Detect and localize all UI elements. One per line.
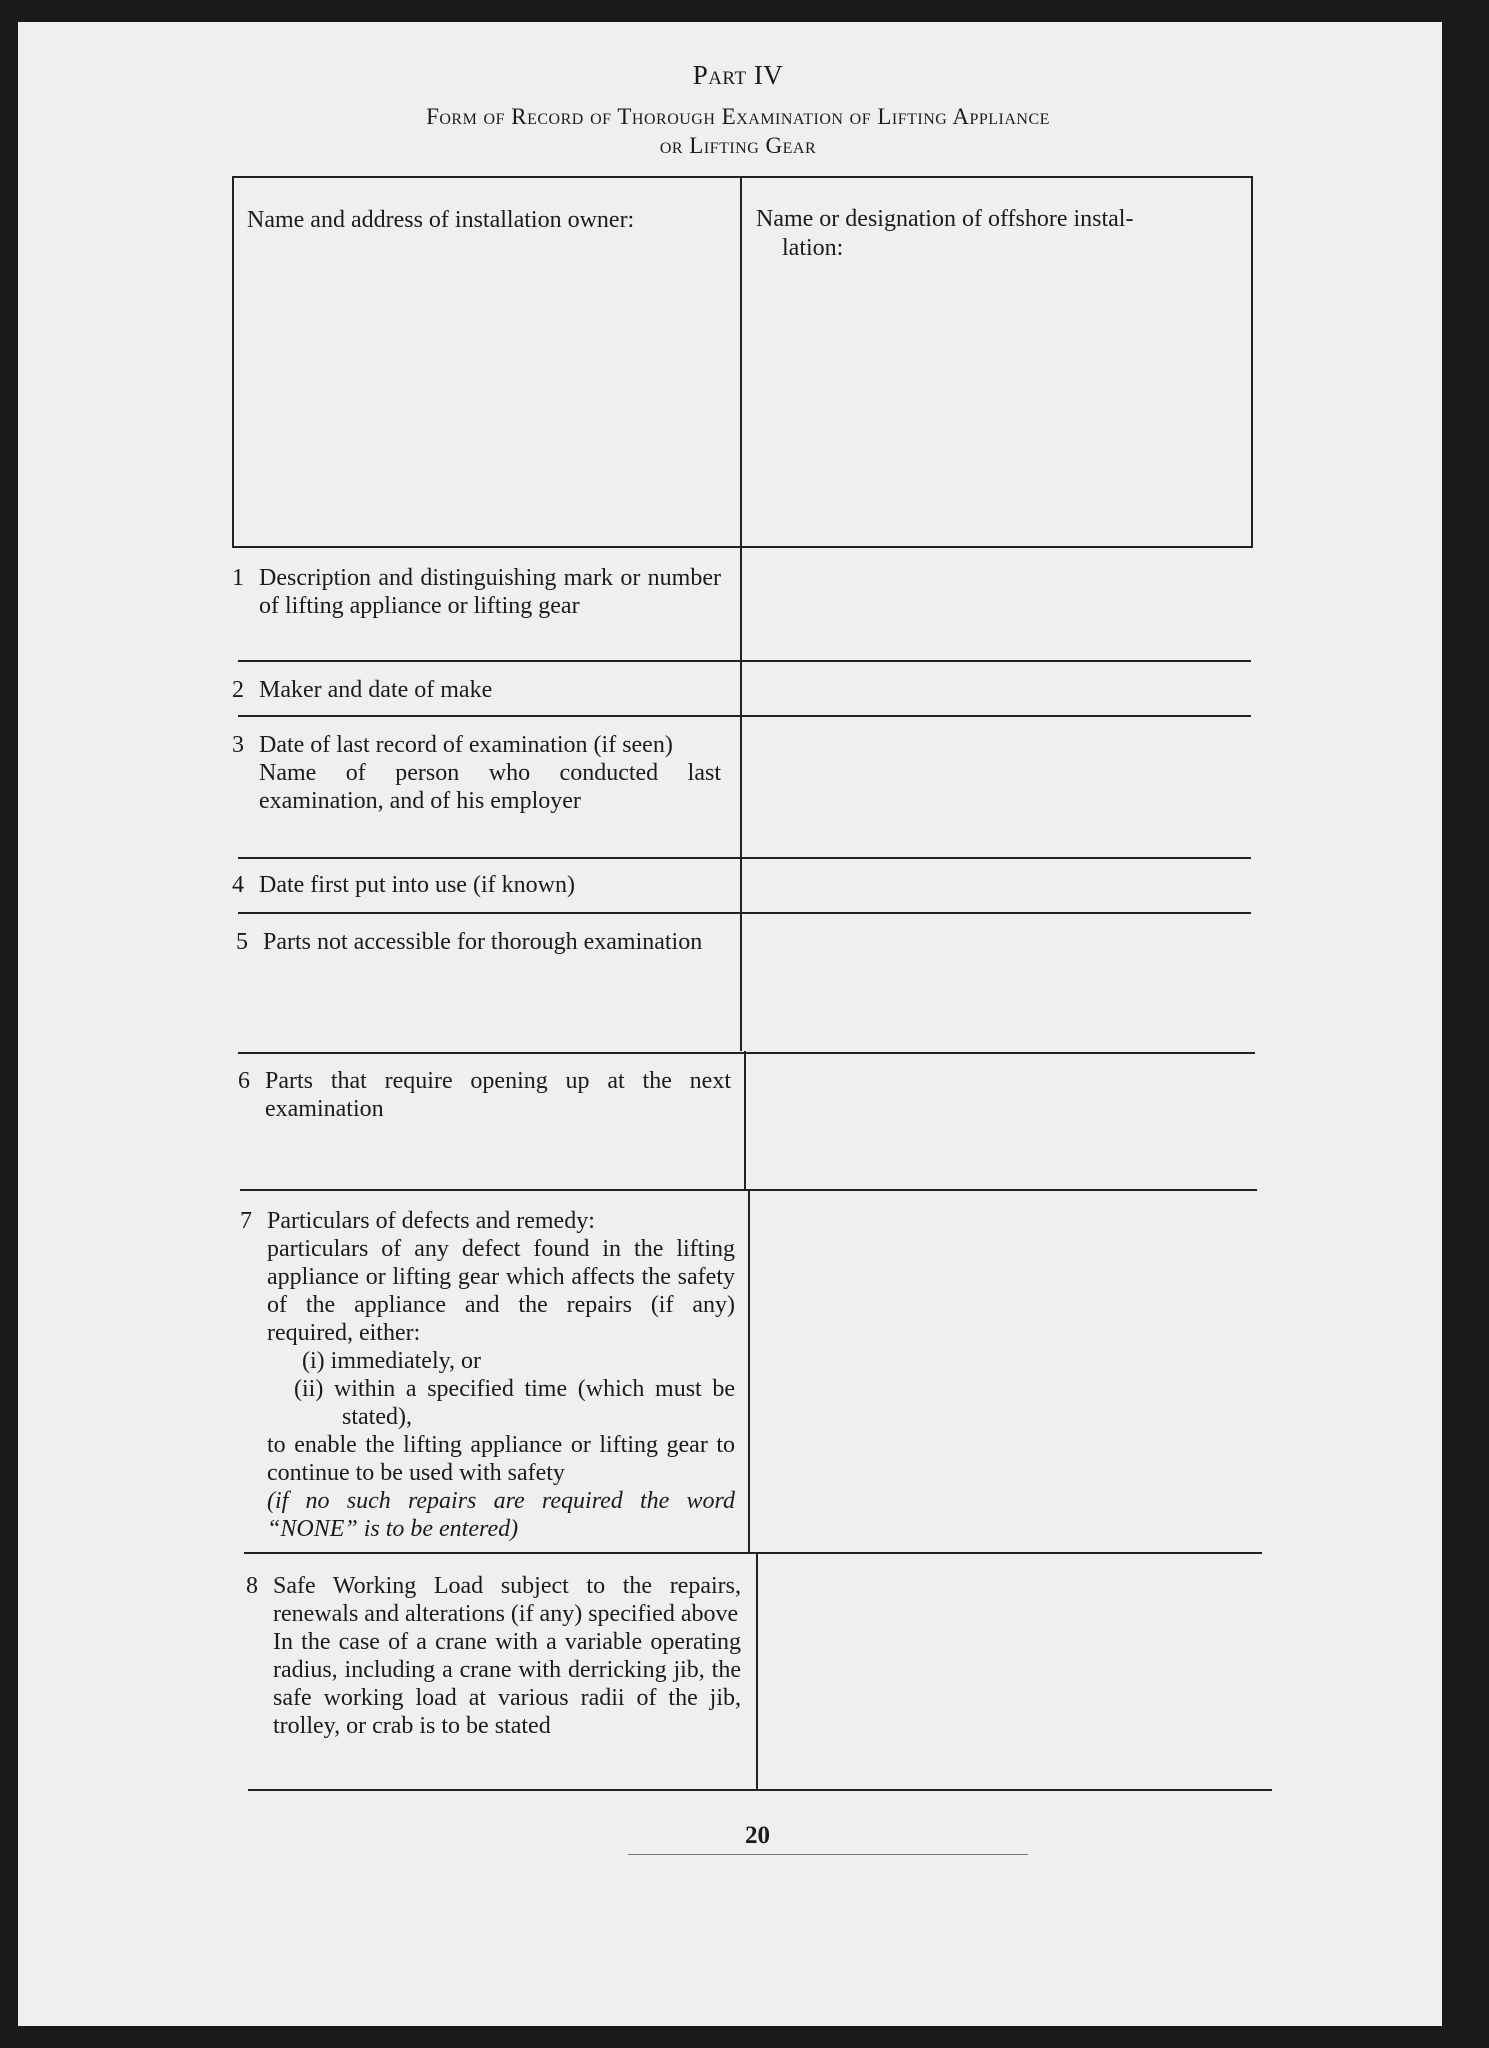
item-label — [273, 1572, 741, 1740]
item-line: Safe Working Load subject to the repairs, renewals and alterations (if any) specified above — [273, 1573, 741, 1627]
item-5-field[interactable] — [744, 916, 1249, 1050]
row-rule — [240, 1189, 1257, 1191]
column-divider — [740, 546, 742, 1051]
row-rule — [244, 1552, 1262, 1554]
item-line: to enable the lifting appliance or lifting gear to continue to be used with safety — [267, 1432, 735, 1486]
item-number: 5 — [236, 929, 248, 955]
item-number: 7 — [240, 1208, 252, 1234]
form-title-line1: Form of Record of Thorough Examination of Lifting Appliance — [426, 104, 1050, 129]
item-note: (if no such repairs are required the word “NONE” is to be entered) — [267, 1488, 735, 1542]
row-rule — [238, 715, 1251, 717]
item-number: 4 — [232, 872, 244, 898]
form-title-line2: or Lifting Gear — [659, 133, 817, 158]
item-4-field[interactable] — [744, 861, 1249, 911]
label-line: Name or designation of offshore instal- — [756, 206, 1134, 232]
item-7-field[interactable] — [752, 1193, 1257, 1550]
top-box-divider — [740, 176, 742, 548]
item-label: Date first put into use (if known) — [259, 872, 575, 898]
item-label: Parts not accessible for thorough examination — [263, 929, 703, 955]
item-label — [259, 731, 721, 815]
row-rule — [238, 857, 1251, 859]
page-number: 20 — [745, 1822, 770, 1849]
item-line: particulars of any defect found in the lifting appliance or lifting gear which affects the safety of the appliance and the repairs (if any) required, either: — [267, 1236, 735, 1346]
item-number: 1 — [232, 565, 244, 591]
item-number: 2 — [232, 677, 244, 703]
item-line: Particulars of defects and remedy: — [267, 1208, 595, 1234]
offshore-installation-field[interactable] — [746, 245, 1246, 540]
item-1-field[interactable] — [744, 548, 1249, 658]
row-rule — [238, 1052, 1255, 1054]
row-rule — [238, 912, 1251, 914]
row-rule — [248, 1789, 1272, 1791]
column-divider — [756, 1553, 758, 1791]
item-line: In the case of a crane with a variable operating radius, including a crane with derricking jib, the safe working load at various radii of the jib, trolley, or crab is to be stated — [273, 1629, 741, 1739]
column-divider — [744, 1051, 746, 1191]
item-line: Date of last record of examination (if seen) — [259, 732, 673, 758]
item-label: Description and distinguishing mark or number of lifting appliance or lifting gear — [259, 565, 721, 619]
installation-owner-label: Name and address of installation owner: — [247, 207, 635, 233]
item-8-field[interactable] — [760, 1556, 1270, 1788]
item-label — [267, 1207, 735, 1543]
item-number: 6 — [238, 1068, 250, 1094]
item-label: Maker and date of make — [259, 677, 493, 703]
item-line: (i) immediately, or — [302, 1348, 482, 1374]
label-line: lation: — [782, 235, 844, 261]
item-6-field[interactable] — [748, 1056, 1253, 1188]
footer-rule — [628, 1854, 1028, 1855]
column-divider — [748, 1190, 750, 1554]
installation-owner-field[interactable] — [236, 245, 736, 540]
item-line: (ii) within a specified time (which must be stated), — [294, 1376, 735, 1430]
item-number: 8 — [246, 1573, 258, 1599]
item-2-field[interactable] — [744, 664, 1249, 714]
item-number: 3 — [232, 732, 244, 758]
item-label: Parts that require opening up at the next examination — [265, 1068, 731, 1122]
item-3-field[interactable] — [744, 719, 1249, 855]
item-line: Name of person who conducted last examination, and of his employer — [259, 760, 721, 814]
part-heading: Part IV — [692, 60, 784, 90]
row-rule — [238, 660, 1251, 662]
